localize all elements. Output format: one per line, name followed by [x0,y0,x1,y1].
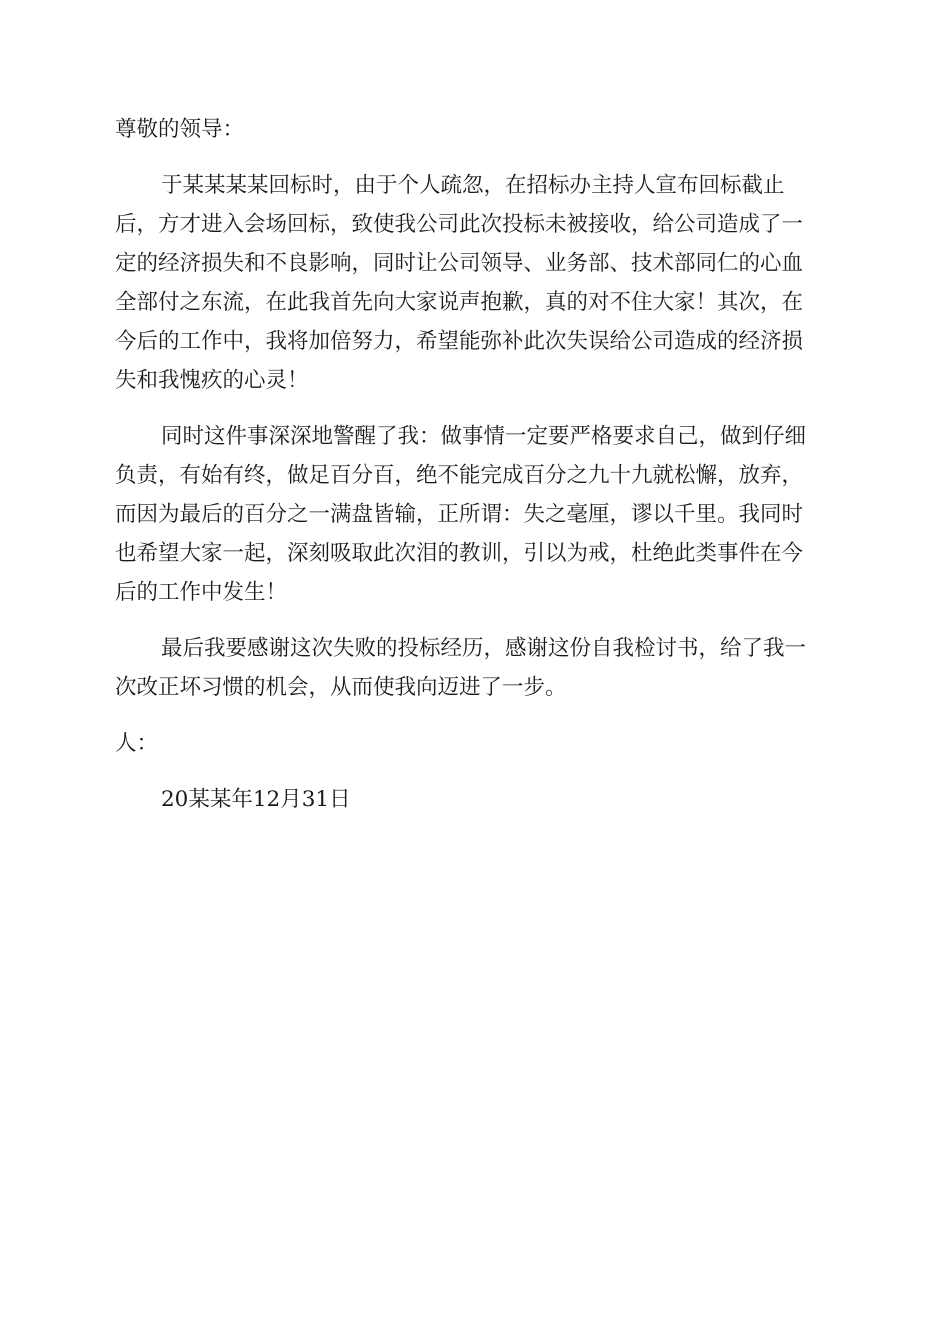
salutation: 尊敬的领导： [115,117,245,142]
paragraph-line: 后，方才进入会场回标，致使我公司此次投标未被接收，给公司造成了一 [115,212,804,237]
paragraph-1 [115,166,835,400]
paragraph-line: 失和我愧疚的心灵！ [115,368,309,393]
paragraph-line: 全部付之东流，在此我首先向大家说声抱歉，真的对不住大家！其次，在 [115,290,804,315]
letter-date: 20某某年12月31日 [161,787,351,812]
signature-label: 人： [115,731,159,756]
paragraph-line: 而因为最后的百分之一满盘皆输，正所谓：失之毫厘，谬以千里。我同时 [115,502,804,527]
paragraph-line: 次改正坏习惯的机会，从而使我向迈进了一步。 [115,675,567,700]
paragraph-line: 负责，有始有终，做足百分百，绝不能完成百分之九十九就松懈，放弃， [115,463,804,488]
paragraph-line: 后的工作中发生！ [115,580,288,605]
paragraph-line: 同时这件事深深地警醒了我：做事情一定要严格要求自己，做到仔细 [161,424,807,449]
paragraph-3 [115,629,835,707]
letter-body [115,110,835,819]
paragraph-line: 最后我要感谢这次失败的投标经历，感谢这份自我检讨书，给了我一 [161,636,807,661]
paragraph-line: 今后的工作中，我将加倍努力，希望能弥补此次失误给公司造成的经济损 [115,329,804,354]
paragraph-line: 于某某某某回标时，由于个人疏忽，在招标办主持人宣布回标截止 [161,173,785,198]
paragraph-line: 也希望大家一起，深刻吸取此次泪的教训，引以为戒，杜绝此类事件在今 [115,541,804,566]
paragraph-2 [115,417,835,612]
paragraph-line: 定的经济损失和不良影响，同时让公司领导、业务部、技术部同仁的心血 [115,251,804,276]
